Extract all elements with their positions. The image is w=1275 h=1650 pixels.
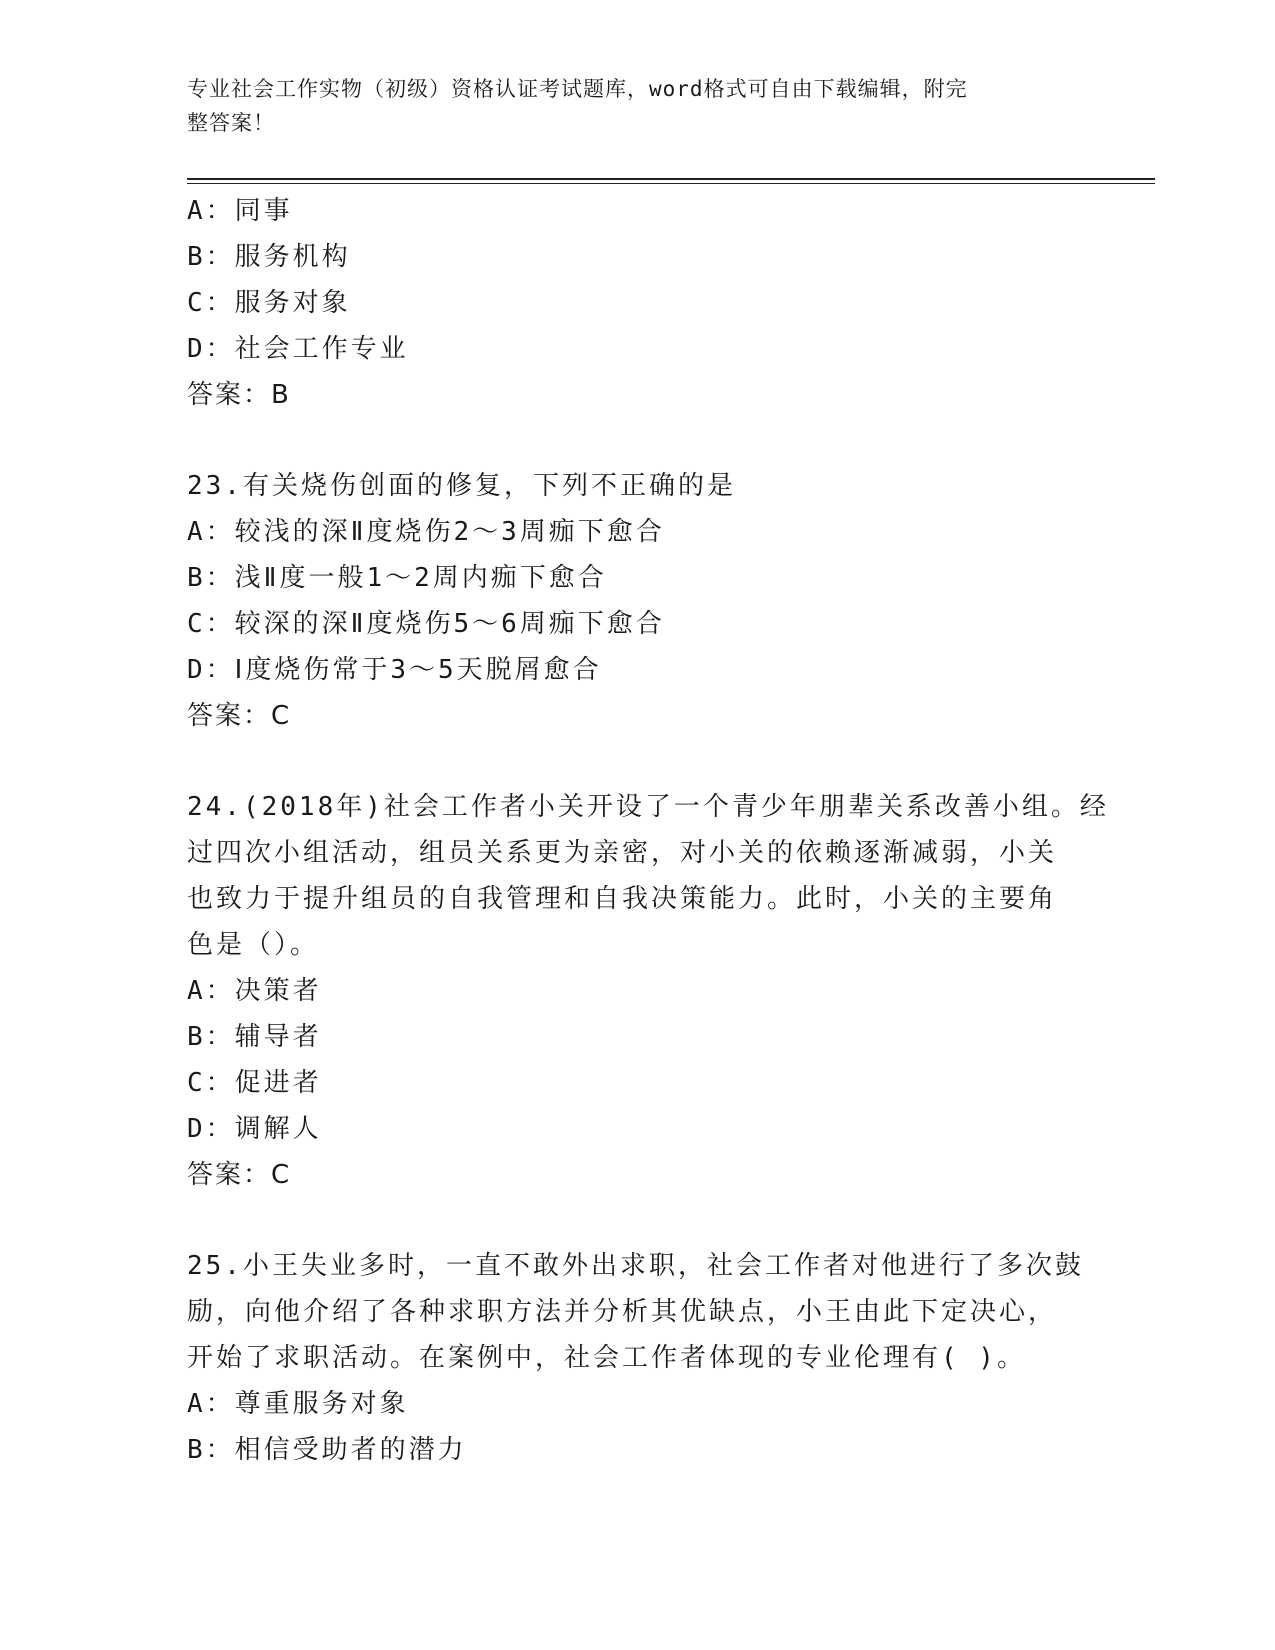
option-b: B：服务机构 <box>187 242 351 272</box>
question-23 <box>187 463 1087 739</box>
question-stem-line-1: 24.(2018年)社会工作者小关开设了一个青少年朋辈关系改善小组。经 <box>187 792 1109 822</box>
header-rule-thick <box>187 178 1155 180</box>
option-b: B：相信受助者的潜力 <box>187 1435 467 1465</box>
option-a: A：决策者 <box>187 976 322 1006</box>
page-header <box>187 72 1067 140</box>
option-d: D：调解人 <box>187 1114 322 1144</box>
question-stem-line-1: 25.小王失业多时，一直不敢外出求职，社会工作者对他进行了多次鼓 <box>187 1251 1084 1281</box>
header-line-2: 整答案！ <box>187 111 275 135</box>
question-stem-line-3: 也致力于提升组员的自我管理和自我决策能力。此时，小关的主要角 <box>187 884 1058 914</box>
option-d: D：Ⅰ度烧伤常于3～5天脱屑愈合 <box>187 655 602 685</box>
option-b: B：辅导者 <box>187 1022 322 1052</box>
option-a: A：尊重服务对象 <box>187 1389 409 1419</box>
question-stem-line-2: 过四次小组活动，组员关系更为亲密，对小关的依赖逐渐减弱，小关 <box>187 838 1058 868</box>
header-line-1: 专业社会工作实物（初级）资格认证考试题库，word格式可自由下载编辑，附完 <box>187 77 968 101</box>
question-stem-line-3: 开始了求职活动。在案例中，社会工作者体现的专业伦理有( )。 <box>187 1343 1026 1373</box>
option-c: C：促进者 <box>187 1068 322 1098</box>
answer-line: 答案：C <box>187 701 292 731</box>
header-rule-thin <box>187 183 1155 184</box>
option-a: A：同事 <box>187 196 293 226</box>
question-stem: 23.有关烧伤创面的修复，下列不正确的是 <box>187 471 736 501</box>
option-d: D：社会工作专业 <box>187 334 409 364</box>
question-stem-line-4: 色是（）。 <box>187 930 320 960</box>
option-c: C：服务对象 <box>187 288 351 318</box>
answer-line: 答案：C <box>187 1160 292 1190</box>
option-a: A：较浅的深Ⅱ度烧伤2～3周痂下愈合 <box>187 517 665 547</box>
option-c: C：较深的深Ⅱ度烧伤5～6周痂下愈合 <box>187 609 665 639</box>
question-25 <box>187 1243 1087 1473</box>
option-b: B：浅Ⅱ度一般1～2周内痂下愈合 <box>187 563 607 593</box>
question-content <box>187 188 1109 1473</box>
question-stem-line-2: 励，向他介绍了各种求职方法并分析其优缺点，小王由此下定决心， <box>187 1297 1058 1327</box>
question-22 <box>187 188 1087 418</box>
question-24 <box>187 784 1109 1198</box>
answer-line: 答案：B <box>187 380 291 410</box>
